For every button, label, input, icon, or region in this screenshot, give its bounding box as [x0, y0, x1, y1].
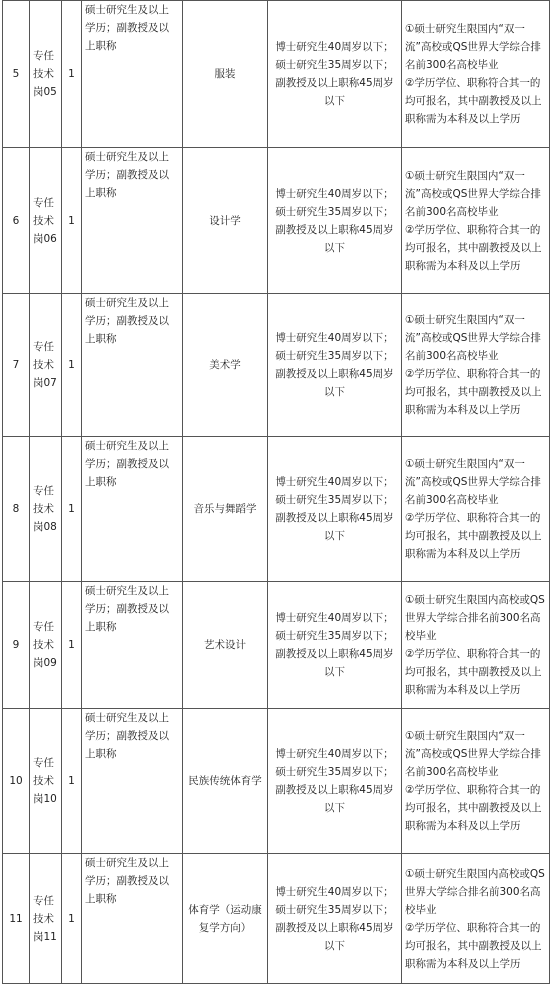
- age-requirement: 博士研究生40周岁以下；硕士研究生35周岁以下；副教授及以上职称45周岁以下: [268, 294, 402, 437]
- major-requirement: 美术学: [183, 294, 268, 437]
- other-requirement: ①硕士研究生限国内“双一流”高校或QS世界大学综合排名前300名高校毕业 ②学历学位、职称符合其一的均可报名，其中副教授及以上职称需为本科及以上学历: [402, 1, 550, 148]
- post-name: 专任技术岗10: [30, 709, 62, 854]
- education-requirement: 硕士研究生及以上学历；副教授及以上职称: [82, 709, 183, 854]
- age-requirement: 博士研究生40周岁以下；硕士研究生35周岁以下；副教授及以上职称45周岁以下: [268, 437, 402, 582]
- headcount: 1: [62, 148, 82, 294]
- table-row: [3, 854, 550, 984]
- headcount: 1: [62, 1, 82, 148]
- education-requirement: 硕士研究生及以上学历；副教授及以上职称: [82, 294, 183, 437]
- post-name: 专任技术岗11: [30, 854, 62, 984]
- headcount: 1: [62, 294, 82, 437]
- age-requirement: 博士研究生40周岁以下；硕士研究生35周岁以下；副教授及以上职称45周岁以下: [268, 1, 402, 148]
- row-number: 10: [3, 709, 30, 854]
- post-name: 专任技术岗05: [30, 1, 62, 148]
- education-requirement: 硕士研究生及以上学历；副教授及以上职称: [82, 437, 183, 582]
- other-requirement: ①硕士研究生限国内“双一流”高校或QS世界大学综合排名前300名高校毕业 ②学历学位、职称符合其一的均可报名，其中副教授及以上职称需为本科及以上学历: [402, 148, 550, 294]
- post-name: 专任技术岗06: [30, 148, 62, 294]
- row-number: 6: [3, 148, 30, 294]
- row-number: 11: [3, 854, 30, 984]
- education-requirement: 硕士研究生及以上学历；副教授及以上职称: [82, 148, 183, 294]
- age-requirement: 博士研究生40周岁以下；硕士研究生35周岁以下；副教授及以上职称45周岁以下: [268, 854, 402, 984]
- table-row: [3, 294, 550, 437]
- age-requirement: 博士研究生40周岁以下；硕士研究生35周岁以下；副教授及以上职称45周岁以下: [268, 582, 402, 709]
- table-row: [3, 582, 550, 709]
- table-row: [3, 1, 550, 148]
- major-requirement: 设计学: [183, 148, 268, 294]
- other-requirement: ①硕士研究生限国内高校或QS世界大学综合排名前300名高校毕业 ②学历学位、职称符合其一的均可报名，其中副教授及以上职称需为本科及以上学历: [402, 582, 550, 709]
- major-requirement: 服装: [183, 1, 268, 148]
- table-row: [3, 437, 550, 582]
- row-number: 7: [3, 294, 30, 437]
- other-requirement: ①硕士研究生限国内“双一流”高校或QS世界大学综合排名前300名高校毕业 ②学历学位、职称符合其一的均可报名，其中副教授及以上职称需为本科及以上学历: [402, 437, 550, 582]
- major-requirement: 音乐与舞蹈学: [183, 437, 268, 582]
- other-requirement: ①硕士研究生限国内“双一流”高校或QS世界大学综合排名前300名高校毕业 ②学历学位、职称符合其一的均可报名，其中副教授及以上职称需为本科及以上学历: [402, 294, 550, 437]
- row-number: 5: [3, 1, 30, 148]
- major-requirement: 体育学（运动康复学方向）: [183, 854, 268, 984]
- education-requirement: 硕士研究生及以上学历；副教授及以上职称: [82, 854, 183, 984]
- age-requirement: 博士研究生40周岁以下；硕士研究生35周岁以下；副教授及以上职称45周岁以下: [268, 709, 402, 854]
- table-row: [3, 709, 550, 854]
- recruitment-table: [2, 0, 550, 984]
- headcount: 1: [62, 709, 82, 854]
- other-requirement: ①硕士研究生限国内高校或QS世界大学综合排名前300名高校毕业 ②学历学位、职称符合其一的均可报名，其中副教授及以上职称需为本科及以上学历: [402, 854, 550, 984]
- table-row: [3, 148, 550, 294]
- education-requirement: 硕士研究生及以上学历；副教授及以上职称: [82, 1, 183, 148]
- major-requirement: 民族传统体育学: [183, 709, 268, 854]
- headcount: 1: [62, 854, 82, 984]
- post-name: 专任技术岗09: [30, 582, 62, 709]
- age-requirement: 博士研究生40周岁以下；硕士研究生35周岁以下；副教授及以上职称45周岁以下: [268, 148, 402, 294]
- headcount: 1: [62, 582, 82, 709]
- major-requirement: 艺术设计: [183, 582, 268, 709]
- row-number: 8: [3, 437, 30, 582]
- other-requirement: ①硕士研究生限国内“双一流”高校或QS世界大学综合排名前300名高校毕业 ②学历学位、职称符合其一的均可报名，其中副教授及以上职称需为本科及以上学历: [402, 709, 550, 854]
- headcount: 1: [62, 437, 82, 582]
- post-name: 专任技术岗07: [30, 294, 62, 437]
- education-requirement: 硕士研究生及以上学历；副教授及以上职称: [82, 582, 183, 709]
- row-number: 9: [3, 582, 30, 709]
- post-name: 专任技术岗08: [30, 437, 62, 582]
